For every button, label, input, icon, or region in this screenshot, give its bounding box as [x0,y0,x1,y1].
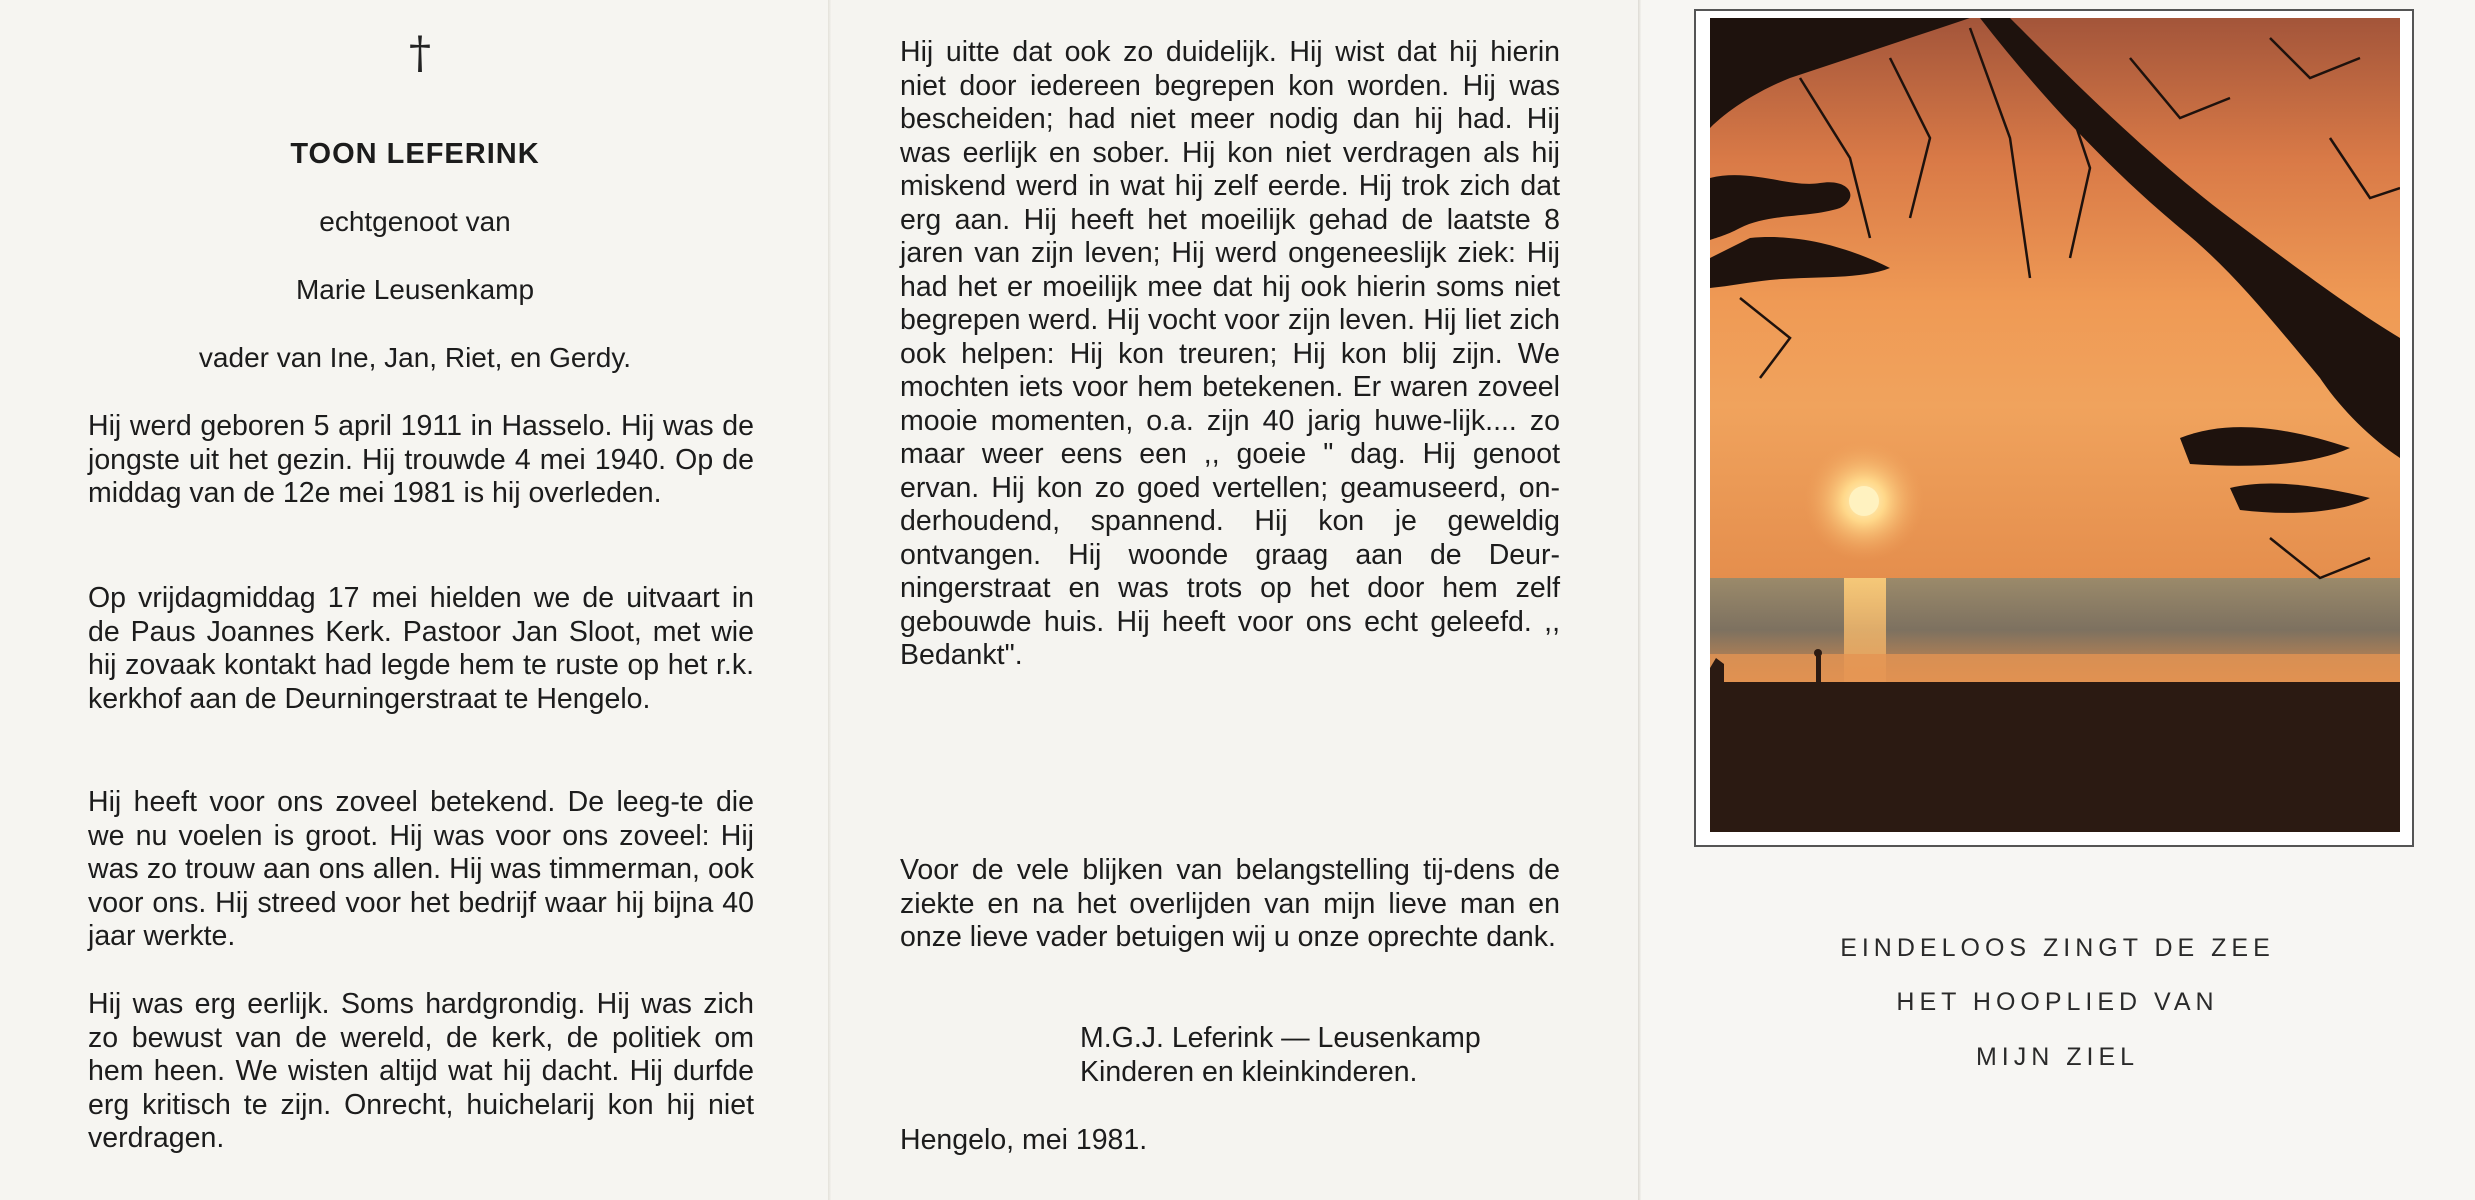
funeral-paragraph: Op vrijdagmiddag 17 mei hielden we de uitvaart in de Paus Joannes Kerk. Pastoor Jan Sloot, met wie hij zovaak kontakt had legde hem te ruste op het r.k. kerkhof aan de Deurningerstraat te Hengelo. [88,582,754,715]
biography-paragraph: Hij werd geboren 5 april 1911 in Hasselo. Hij was de jongste uit het gezin. Hij trouwde 4 mei 1940. Op de middag van de 12e mei 1981 is hij overleden. [88,410,754,509]
signature-line: Kinderen en kleinkinderen. [1080,1056,1418,1088]
children-line: vader van Ine, Jan, Riet, en Gerdy. [198,342,632,373]
poem-line: EINDELOOS ZINGT DE ZEE [1840,934,2275,962]
spouse-name: Marie Leusenkamp [295,274,535,305]
signature-line: M.G.J. Leferink — Leusenkamp [1080,1022,1481,1054]
spouse-prefix: echtgenoot van [319,206,511,237]
cross-icon: † [409,28,431,79]
tribute-paragraph: Hij heeft voor ons zoveel betekend. De leeg-te die we nu voelen is groot. Hij was voor ons zoveel: Hij was zo trouw aan ons allen. Hij was timmerman, ook voor ons. Hij streed voor het bedrijf waar hij bijna 40 jaar werkte. [88,786,754,952]
poem-line: HET HOOPLIED VAN [1896,988,2219,1016]
tribute-paragraph: Hij uitte dat ook zo duidelijk. Hij wist dat hij hierin niet door iedereen begrepen kon worden. Hij was bescheiden; had niet meer nodig dan hij had. Hij was eerlijk en sober. Hij kon niet verdragen als hij miskend werd in wat hij zelf eerde. Hij trok zich dat erg aan. Hij heeft het moeilijk gehad de laatste 8 jaren van zijn leven; Hij werd ongeneeslijk ziek: Hij had het er moeilijk mee dat hij ook hierin soms niet begrepen werd. Hij vocht voor zijn leven. Hij liet zich ook helpen: Hij kon treuren; Hij kon blij zijn. We mochten iets voor hem betekenen. Er waren zoveel mooie momenten, o.a. zijn 40 jarig huwe-lijk.... zo maar weer eens een ,, goeie " dag. Hij genoot ervan. Hij kon zo goed vertellen; geamuseerd, on-derhoudend, spannend. Hij kon je geweldig ontvangen. Hij woonde graag aan de Deur-ningerstraat en was trots op het door hem zelf gebouwde huis. Hij heeft voor ons echt geleefd. ,, Bedankt". [900,36,1560,671]
fold-line [1638,0,1642,1200]
fold-line [828,0,832,1200]
tribute-paragraph: Hij was erg eerlijk. Soms hardgrondig. Hij was zich zo bewust van de wereld, de kerk, de politiek om hem heen. We wisten altijd wat hij dacht. Hij durfde erg kritisch te zijn. Onrecht, huichelarij kon hij niet verdragen. [88,988,754,1154]
sunset-photo [1710,18,2400,832]
place-date: Hengelo, mei 1981. [900,1124,1148,1156]
deceased-name: TOON LEFERINK [290,138,540,170]
thanks-paragraph: Voor de vele blijken van belangstelling tij-dens de ziekte en na het overlijden van mijn lieve man en onze lieve vader betuigen wij u onze oprechte dank. [900,854,1560,953]
poem-line: MIJN ZIEL [1975,1043,2140,1071]
